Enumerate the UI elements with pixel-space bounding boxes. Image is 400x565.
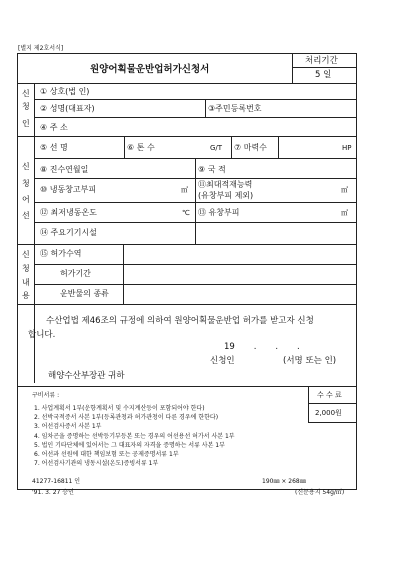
- field-tonnage: ⑥ 톤 수: [127, 143, 155, 152]
- field-horsepower: ⑦ 마력수: [234, 143, 267, 152]
- field-max-capacity-note: (유창부피 제외): [198, 191, 254, 200]
- applicant-label-1: 신: [22, 89, 30, 98]
- field-freezer-volume: ⑩ 냉동창고부피: [40, 185, 97, 194]
- vessel-label-1: 신: [22, 162, 30, 171]
- field-oil-tank-volume: ⑬ 유창부피: [198, 208, 240, 217]
- field-min-freeze-temp: ⑫ 최저냉동온도: [40, 208, 97, 217]
- document-item: 3. 어선검사증서 사본 1부: [34, 423, 102, 430]
- field-main-equipment: ⑭ 주요기기시설: [40, 228, 97, 237]
- paper-spec: (신문용지 54g/㎡): [295, 489, 345, 496]
- field-vessel-name: ⑤ 선 명: [40, 143, 68, 152]
- fee-label: 수 수 료: [317, 391, 342, 399]
- request-label-2: 청: [22, 264, 30, 273]
- applicant-name-label: 신청인: [210, 356, 235, 366]
- signature-label: (서명 또는 인): [283, 356, 337, 366]
- field-permit-waters: ⑮ 허가수역: [40, 249, 82, 258]
- freezer-volume-unit: ㎥: [181, 186, 188, 194]
- oil-tank-volume-unit: ㎥: [341, 209, 348, 217]
- document-item: 7. 어선검사기관의 냉동시설(온도)증빙서류 1부: [34, 460, 159, 467]
- document-item: 2. 선박국적증서 사본 1부(등록관청과 허가관청이 다른 경우에 한한다): [34, 414, 219, 421]
- field-launch-date: ⑧ 진수연월일: [40, 165, 89, 174]
- document-item: 4. 임차곤을 증명하는 선박등기부등본 또는 경우의 어선용선 허가서 사본 1부: [34, 433, 235, 440]
- horsepower-unit: HP: [342, 144, 352, 152]
- applicant-label-2: 청: [22, 102, 30, 111]
- document-item: 6. 어선과 선원에 대한 책임보험 또는 공제증명서류 1부: [34, 451, 179, 458]
- statement-line-1: 수산업법 제46조의 규정에 의하여 원양어획물운반업 허가를 받고자 신청: [46, 316, 314, 326]
- approval-date: '91. 3. 27 승인: [32, 489, 74, 496]
- statement-line-2: 합니다.: [28, 330, 56, 340]
- field-permit-period: 허가기간: [60, 269, 91, 278]
- request-label-4: 용: [22, 291, 30, 300]
- form-title: 원양어획물운반업허가신청서: [90, 64, 210, 75]
- field-address: ④ 주 소: [40, 123, 68, 132]
- field-cargo-type: 운반물의 종류: [60, 289, 109, 298]
- form-number: 41277-16811 인: [32, 478, 81, 485]
- form-label: [별지 제2호서식]: [18, 45, 64, 52]
- documents-title: 구비서류 :: [32, 392, 60, 399]
- processing-value: 5 일: [315, 70, 332, 80]
- addressee: 해양수산부장관 귀하: [48, 371, 125, 381]
- paper-size: 190㎜ × 268㎜: [262, 478, 306, 485]
- vessel-label-3: 어: [22, 195, 30, 204]
- request-label-1: 신: [22, 250, 30, 259]
- field-representative: ② 성명(대표자): [40, 104, 95, 113]
- processing-label: 처리기간: [305, 56, 338, 66]
- min-freeze-temp-unit: ℃: [182, 209, 190, 217]
- vessel-label-2: 청: [22, 179, 30, 188]
- document-item: 1. 사업계획서 1부(운항계획서 및 수지계산등이 포함되어야 한다): [34, 405, 205, 412]
- application-date: 19 . . .: [224, 342, 300, 352]
- tonnage-unit: G/T: [210, 144, 223, 152]
- request-label-3: 내: [22, 278, 30, 287]
- document-item: 5. 법인 기타단체에 있어서는 그 대표자의 자격을 증명하는 서류 사본 1부: [34, 442, 225, 449]
- field-nationality: ⑨ 국 적: [198, 165, 226, 174]
- field-company: ① 상호(법 인): [40, 87, 90, 96]
- field-max-capacity: ⑪최대적재능력: [198, 180, 253, 189]
- fee-value: 2,000원: [315, 409, 342, 417]
- field-resident-number: ③주민등록번호: [208, 104, 262, 113]
- applicant-label-3: 인: [22, 119, 30, 128]
- vessel-label-4: 선: [22, 211, 30, 220]
- max-capacity-unit: ㎥: [341, 186, 348, 194]
